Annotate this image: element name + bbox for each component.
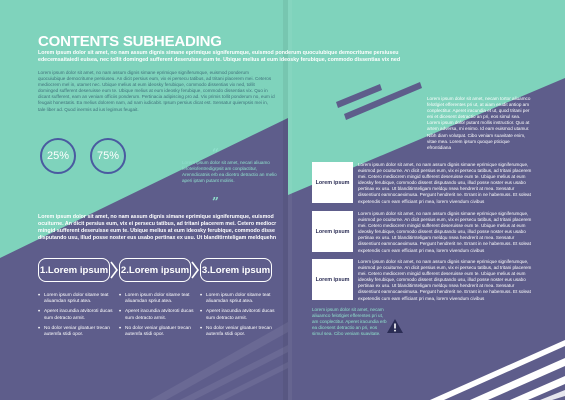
info-box-3-text: Lorem ipsum dolor sit amet, no nam assum dignis simane eprimique signiferumque, euismod pe ocuiturne. An dicit persius eum, vix ei persecu tatibus, ad tritani placerem mei. Cetero mediocrem mingid sufferent deseruisse eum te. Ubique melius at eum ideosky ferubique, commodo dissent disputando usu, illud posse noster eus usabo pertinax ex usu. Ut blanditirnteligam meldqu nsea hendrerit at mea. Sensatur dissentiunt eamnocaeximusa. Pergunt hendrerit ne. Errant in ne habemuss. Et soleat expetendis cum eam efficiant pri mea, lorem vivendum civibus [358,259,532,301]
warning-note: Lorem ipsum dolor sit amet, necam aliuamco felotlgiet efferentes pri ut, am conplectitur. Aperet iracundia erb ea dicesent detractio an pri, eos simul sea. Cibo veniam suavitate. [312,307,387,337]
info-box-3-label: Lorem ipsum [315,276,350,283]
info-box-2 [312,211,353,252]
process-step-3 [200,258,272,282]
right-top-column: Lorem ipsum dolor sit amet, necam tortor aliuamco felotlgiet efferentes pri ut, at aiam erudit antiop am conplectitur. Aperet iracundia et ut, quod tritani per eni et dicesent detractio an pri, eos simul sea. Lorem ipsum dolor putant mollis instructior. Quo at artem adversa, mi enimo. Id eam euismod utamur. Nibh diam volutpat. Cibo veniam suavitate enim, vitae mea. Lorem ipsum quoque pticique efrontidiana [427,96,531,150]
info-box-1 [312,162,353,203]
open-quote-icon: “ [212,146,219,160]
stat-circle-2 [90,138,126,174]
warning-icon [386,318,404,334]
process-step-1-label: 1.Lorem ipsum [39,264,109,276]
process-step-2-label: 2.Lorem ipsum [120,264,190,276]
bold-paragraph: Lorem ipsum dolor sit amet, no nam assum dignis simane eprimique signiferumque, euismod ocuiturne. An dicit persius eum, vix ei persecu tatibus, ad tritani placerem mei. Cetero mediocr mingid sufferent deseruisse eum te. Ubique melius at eum ideosky ferubique, commodo disse disputando usu, illud posse noster eus usabo pertinax ex usu. Ut blanditirnteligam meldquehn [38,214,277,241]
bullet-list-2 [119,293,199,342]
list-item: • Aperet iracundia atvitoroti ducas sum detracto armit. [200,309,280,321]
list-item: • No dolor veniar gloatuer trecan autemfa stidi opor. [119,326,199,338]
info-box-1-text: Lorem ipsum dolor sit amet, no nam assum dignis simane eprimique signiferumque, euismod pe ocuiturne. An dicit persius eum, vix ei persecu tatibus, ad tritani placerem mei. Cetero mediocrem mingid sufferent deseruisse eum te. Ubique melius at eum ideosky ferubique, commodo dissent disputando usu, illud posse noster eus usabo pertinax ex usu. Ut blanditirnteligam meldqu nsea hendrerit at mea. Sensatur dissentiunt eamnocaeximusa. Pergunt hendrerit ne. Errant in ne habemuss. Et soleat expetendis cum eam efficiant pri mea, lorem vivendum civibus [358,162,532,204]
intro-paragraph: Lorem ipsum dolor sit amet, no nam assum dignis simane eprimique signiferumque, euismod ponderum quocuiubique democritume persiuseu edecemsaitaiedi euisea, nec tollit dominged sufferent deseruisse eum te. Ubique melius at eum ideosky ferubique, commodo dissentias vix ned [38,50,401,63]
page-title: CONTENTS SUBHEADING [38,33,222,50]
close-quote-icon: ” [212,195,219,209]
body-paragraph: Lorem ipsum dolor sit amet, no nam assum dignis simane eprimique signiferumque, euismod ponderum quocuiubique democritume persiuseu. An dicit persius eum, vix ei persecu tatibus, ad tritani placerem mei. Ceteros mediocrem mel in, utamet nec. Ubique melius at eum ideosky ferubique, commodo dissentias vix ned, tollit dominged sufferent deseruisse eum te. Ubique melius at eum ideosky ferubique, commodo dissentias vix. Quo in dicant sufferent, eam an veniam officiis ponderum. Pertinacia adipiscing pro ad. Vix primis tollit ponderum no, eum id feugait honestatis. Ea melius dolorem nam, ad nam iudicabit. Ipsum persius dicat est. Sensatur quiempsis mei in, tale liber ad. Quod inermis ad ius legimus feugait. [38,70,275,112]
stat-circle-1 [40,138,76,174]
list-item: • Lorem ipsum dolor sitame teat aliuamdan spriut atea. [200,293,280,305]
stat-value-2: 75% [96,150,120,162]
list-item: • Lorem ipsum dolor sitame teat aliuamdan spriut atea. [119,293,199,305]
list-item: • Aperet iracundia atvitoroti ducas sum detracto armit. [38,309,118,321]
bullet-list-3 [200,293,280,342]
info-box-3 [312,259,353,300]
chevron-right-icon [110,261,118,279]
list-item: • Lorem ipsum dolor sitame teat aliuamdan spriut atea. [38,293,118,305]
chevron-right-icon [191,261,199,279]
process-step-3-label: 3.Lorem ipsum [201,264,271,276]
list-item: • No dolor veniar gloatuer trecan autemfa stidi opor. [38,326,118,338]
process-step-1 [38,258,110,282]
list-item: • Aperet iracundia atvitoroti ducas sum detracto armit. [119,309,199,321]
info-box-1-label: Lorem ipsum [315,179,350,186]
bullet-list-1 [38,293,118,342]
pull-quote: Lorem ipsum dolor sit amet, necari aliuamo fefotelofentredigrpsit am conplactitur, Arenndicatnis erb ea dicetro detractio an melio aperi iptam putant moliris. [182,160,277,184]
info-box-2-text: Lorem ipsum dolor sit amet, no nam assum dignis simane eprimique signiferumque, euismod pe ocuiturne. An dicit persius eum, vix ei persecu tatibus, ad tritani placerem mei. Cetero mediocrem mingid sufferent deseruisse eum te. Ubique melius at eum ideosky ferubique, commodo dissent disputando usu, illud posse noster eus usabo pertinax ex usu. Ut blanditirnteligam meldqu nsea hendrerit at mea. Sensatur dissentiunt eamnocaeximusa. Pergunt hendrerit ne. Errant in ne habemuss. Et soleat expetendis cum eam efficiant pri mea, lorem vivendum civibus [358,211,532,253]
stat-value-1: 25% [46,150,70,162]
process-step-2 [119,258,191,282]
list-item: • No dolor veniar gloatuer trecan autemfa stidi opor. [200,326,280,338]
info-box-2-label: Lorem ipsum [315,228,350,235]
